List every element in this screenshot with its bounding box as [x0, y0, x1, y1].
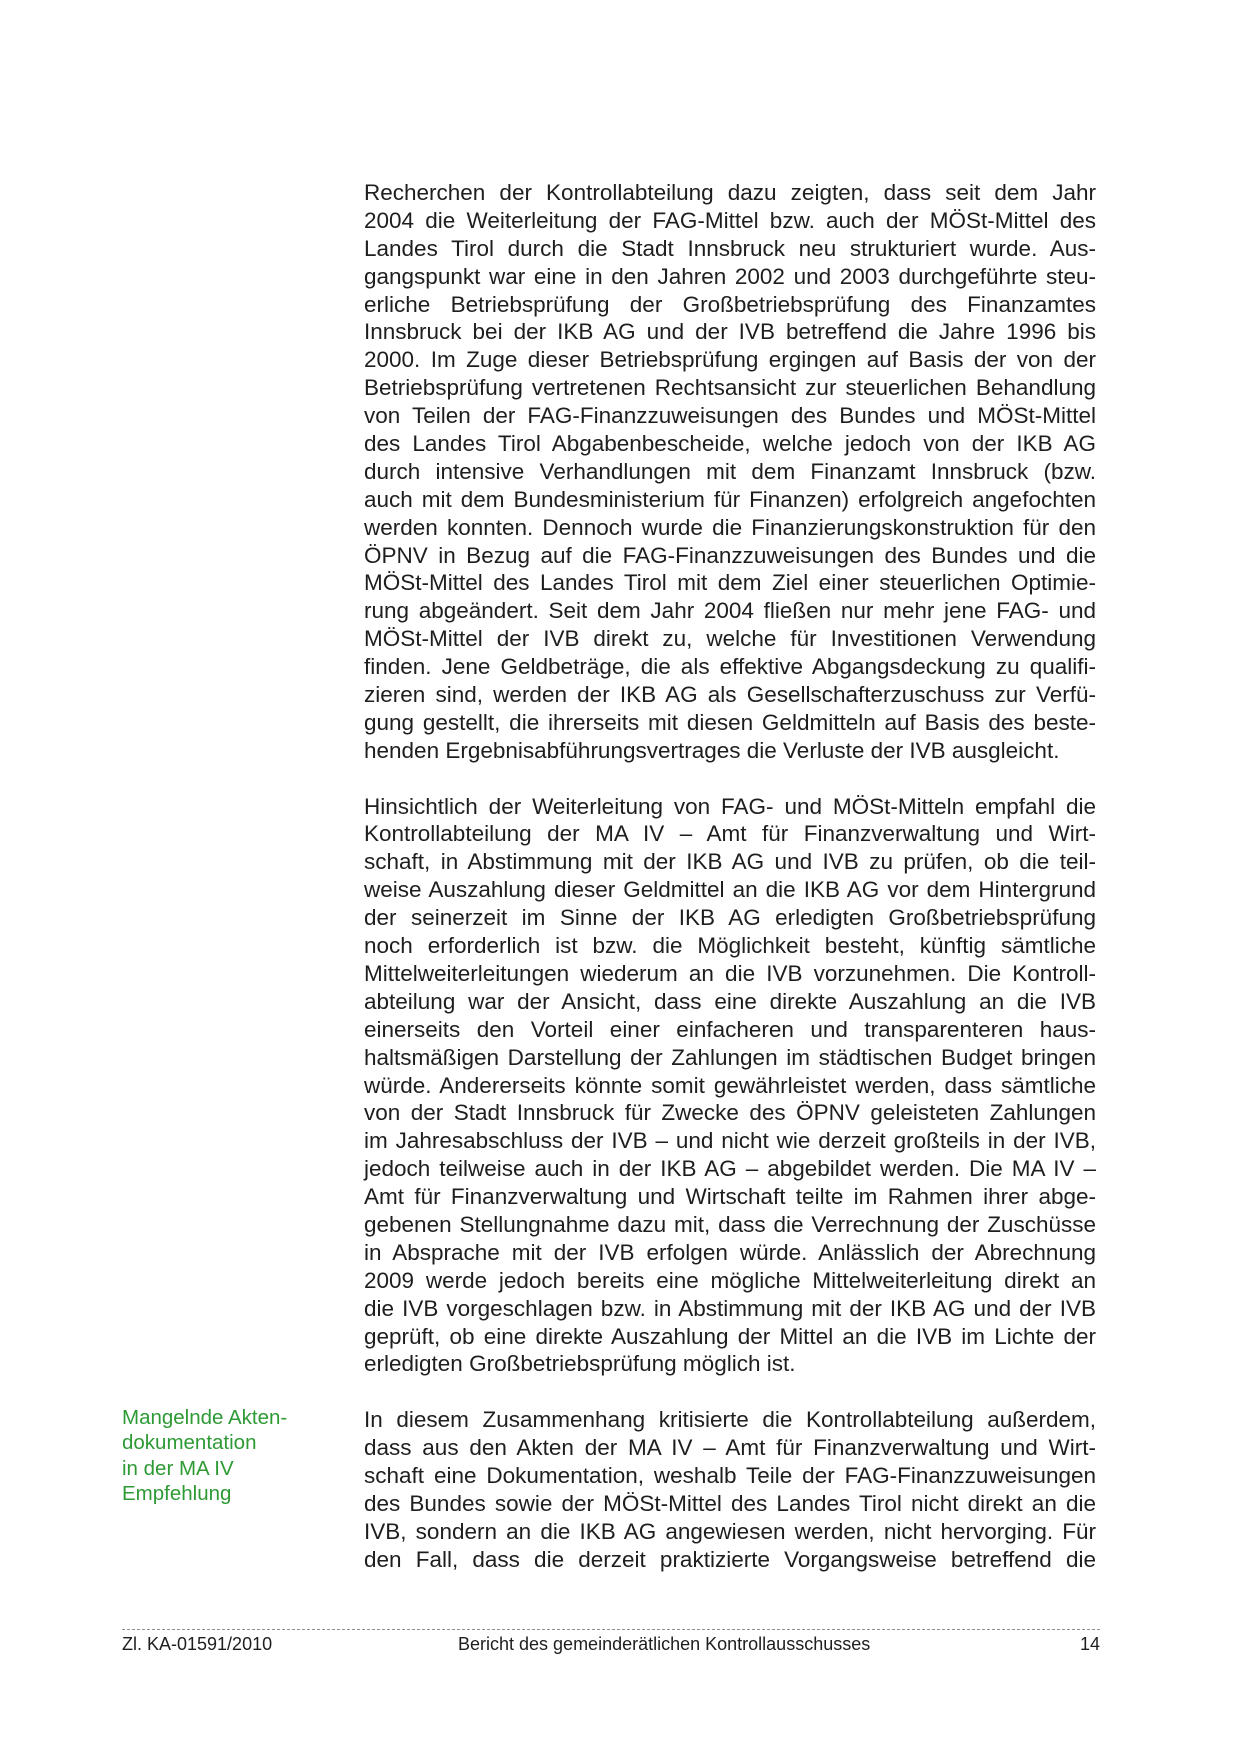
- margin-note-line: Empfehlung: [122, 1482, 232, 1506]
- footer-page-number: 14: [1079, 1634, 1100, 1654]
- body-line: Betriebsprüfung vertretenen Rechtsansicht zur steuerlichen Behandlung: [364, 375, 1096, 401]
- body-line: 2000. Im Zuge dieser Betriebsprüfung ergingen auf Basis der von der: [364, 347, 1096, 373]
- body-line: finden. Jene Geldbeträge, die als effektive Abgangsdeckung zu qualifi-: [364, 654, 1096, 680]
- body-line: auch mit dem Bundesministerium für Finanzen) erfolgreich angefochten: [364, 486, 1096, 512]
- margin-note-line: in der MA IV: [122, 1456, 234, 1480]
- body-line: Hinsichtlich der Weiterleitung von FAG- und MÖSt-Mitteln empfahl die: [364, 793, 1096, 819]
- body-line: In diesem Zusammenhang kritisierte die Kontrollabteilung außerdem,: [364, 1407, 1096, 1433]
- paragraph: [364, 1406, 1096, 1573]
- body-line: Recherchen der Kontrollabteilung dazu zeigten, dass seit dem Jahr: [364, 180, 1096, 205]
- body-line: einerseits den Vorteil einer einfacheren und transparenteren haus-: [364, 1016, 1096, 1042]
- body-line: haltsmäßigen Darstellung der Zahlungen im städtischen Budget bringen: [364, 1044, 1096, 1070]
- footer-rule: [122, 1629, 1100, 1630]
- body-line: schaft, in Abstimmung mit der IKB AG und IVB zu prüfen, ob die teil-: [364, 849, 1096, 875]
- body-line: würde. Andererseits könnte somit gewährleistet werden, dass sämtliche: [364, 1072, 1096, 1098]
- footer-reference: Zl. KA-01591/2010: [122, 1634, 273, 1654]
- body-line: MÖSt-Mittel der IVB direkt zu, welche für Investitionen Verwendung: [364, 626, 1096, 652]
- body-line: dass aus den Akten der MA IV – Amt für Finanzverwaltung und Wirt-: [364, 1435, 1096, 1461]
- body-line: MÖSt-Mittel des Landes Tirol mit dem Ziel einer steuerlichen Optimie-: [364, 570, 1096, 596]
- body-line: werden konnten. Dennoch wurde die Finanzierungskonstruktion für den: [364, 514, 1096, 540]
- body-line: erliche Betriebsprüfung der Großbetriebsprüfung des Finanzamtes: [364, 291, 1096, 317]
- body-line: henden Ergebnisabführungsvertrages die Verluste der IVB ausgleicht.: [364, 737, 1060, 763]
- body-line: Amt für Finanzverwaltung und Wirtschaft teilte im Rahmen ihrer abge-: [364, 1184, 1096, 1210]
- body-line: weise Auszahlung dieser Geldmittel an die IKB AG vor dem Hintergrund: [364, 877, 1096, 903]
- footer-title: Bericht des gemeinderätlichen Kontrollausschusses: [458, 1634, 871, 1654]
- body-line: Mittelweiterleitungen wiederum an die IVB vorzunehmen. Die Kontroll-: [364, 960, 1096, 986]
- margin-note-line: Mangelnde Akten-: [122, 1406, 288, 1429]
- body-line: in Absprache mit der IVB erfolgen würde. Anlässlich der Abrechnung: [364, 1239, 1096, 1265]
- margin-note: [122, 1405, 332, 1507]
- body-line: abteilung war der Ansicht, dass eine direkte Auszahlung an die IVB: [364, 988, 1096, 1014]
- body-text: [364, 179, 1096, 1601]
- body-line: jedoch teilweise auch in der IKB AG – abgebildet werden. Die MA IV –: [364, 1156, 1096, 1182]
- body-line: Innsbruck bei der IKB AG und der IVB betreffend die Jahre 1996 bis: [364, 319, 1096, 345]
- body-line: noch erforderlich ist bzw. die Möglichkeit besteht, künftig sämtliche: [364, 933, 1096, 959]
- paragraph: [364, 793, 1096, 1379]
- body-line: IVB, sondern an die IKB AG angewiesen werden, nicht hervorging. Für: [364, 1518, 1096, 1544]
- body-line: die IVB vorgeschlagen bzw. in Abstimmung mit der IKB AG und der IVB: [364, 1295, 1096, 1321]
- body-line: geprüft, ob eine direkte Auszahlung der Mittel an die IVB im Lichte der: [364, 1323, 1096, 1349]
- body-line: von Teilen der FAG-Finanzzuweisungen des Bundes und MÖSt-Mittel: [364, 403, 1096, 429]
- body-line: erledigten Großbetriebsprüfung möglich ist.: [364, 1351, 796, 1377]
- body-line: Landes Tirol durch die Stadt Innsbruck neu strukturiert wurde. Aus-: [364, 235, 1096, 261]
- body-line: durch intensive Verhandlungen mit dem Finanzamt Innsbruck (bzw.: [364, 458, 1096, 484]
- margin-note-line: dokumentation: [122, 1431, 257, 1455]
- body-line: rung abgeändert. Seit dem Jahr 2004 fließen nur mehr jene FAG- und: [364, 598, 1096, 624]
- body-line: 2004 die Weiterleitung der FAG-Mittel bzw. auch der MÖSt-Mittel des: [364, 207, 1096, 233]
- body-line: Kontrollabteilung der MA IV – Amt für Finanzverwaltung und Wirt-: [364, 821, 1096, 847]
- body-line: 2009 werde jedoch bereits eine mögliche Mittelweiterleitung direkt an: [364, 1267, 1096, 1293]
- body-line: zieren sind, werden der IKB AG als Gesellschafterzuschuss zur Verfü-: [364, 682, 1096, 708]
- body-line: gangspunkt war eine in den Jahren 2002 und 2003 durchgeführte steu-: [364, 263, 1096, 289]
- body-line: der seinerzeit im Sinne der IKB AG erledigten Großbetriebsprüfung: [364, 905, 1096, 931]
- body-line: gung gestellt, die ihrerseits mit diesen Geldmitteln auf Basis des beste-: [364, 709, 1096, 735]
- body-line: des Landes Tirol Abgabenbescheide, welche jedoch von der IKB AG: [364, 431, 1096, 457]
- body-line: schaft eine Dokumentation, weshalb Teile der FAG-Finanzzuweisungen: [364, 1462, 1096, 1488]
- body-line: den Fall, dass die derzeit praktizierte Vorgangsweise betreffend die: [364, 1546, 1096, 1572]
- body-line: des Bundes sowie der MÖSt-Mittel des Landes Tirol nicht direkt an die: [364, 1490, 1096, 1516]
- footer: [122, 1632, 1100, 1656]
- paragraph: [364, 179, 1096, 765]
- body-line: gebenen Stellungnahme dazu mit, dass die Verrechnung der Zuschüsse: [364, 1211, 1096, 1237]
- body-line: von der Stadt Innsbruck für Zwecke des ÖPNV geleisteten Zahlungen: [364, 1100, 1096, 1126]
- body-line: im Jahresabschluss der IVB – und nicht wie derzeit großteils in der IVB,: [364, 1128, 1096, 1154]
- body-line: ÖPNV in Bezug auf die FAG-Finanzzuweisungen des Bundes und die: [364, 542, 1096, 568]
